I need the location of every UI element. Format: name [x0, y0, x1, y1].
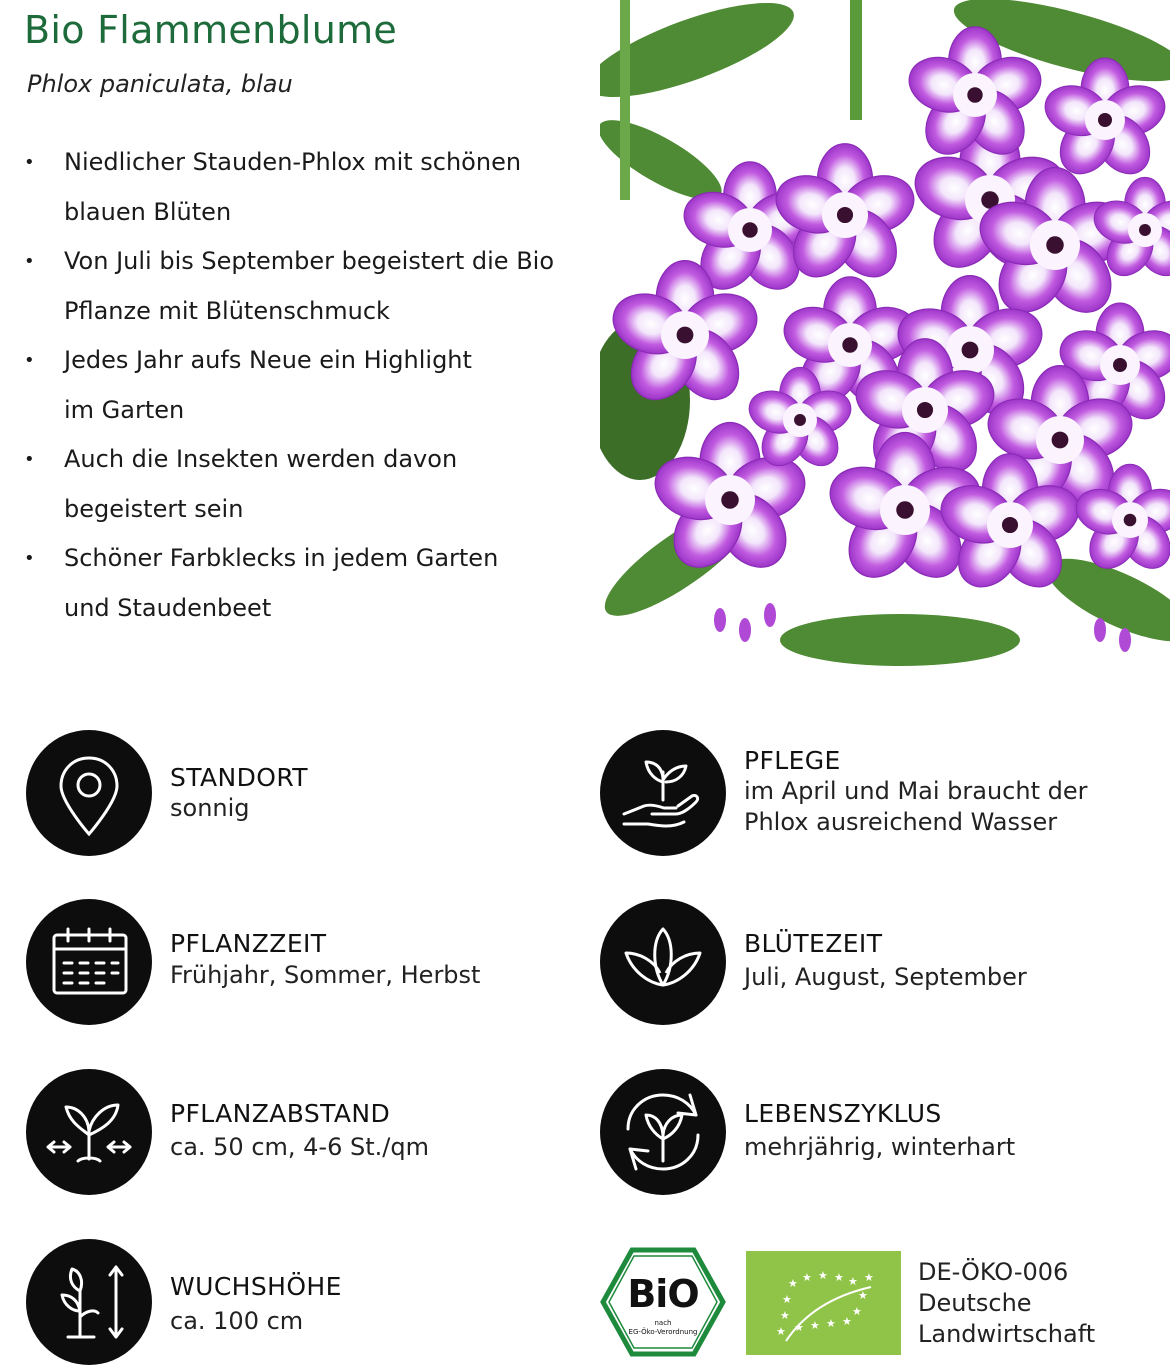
- info-value-line2: Phlox ausreichend Wasser: [744, 808, 1058, 836]
- info-label: PFLANZZEIT: [170, 929, 327, 958]
- svg-text:★: ★: [842, 1315, 852, 1328]
- hand-seedling-icon: [600, 730, 726, 856]
- svg-text:★: ★: [776, 1325, 786, 1338]
- svg-text:★: ★: [794, 1321, 804, 1334]
- svg-text:★: ★: [802, 1271, 812, 1284]
- info-value-line1: im April und Mai braucht der: [744, 777, 1088, 805]
- info-label: STANDORT: [170, 763, 308, 792]
- svg-text:★: ★: [852, 1305, 862, 1318]
- info-label: BLÜTEZEIT: [744, 929, 883, 958]
- list-item: • Von Juli bis September begeistert die Bio Pflanze mit Blütenschmuck: [24, 247, 555, 325]
- list-item: • Jedes Jahr aufs Neue ein Highlight im Garten: [24, 346, 472, 424]
- phlox-flower-photo: [600, 0, 1170, 667]
- calendar-icon: [26, 899, 152, 1025]
- info-label: PFLEGE: [744, 746, 841, 775]
- certification-line2: Deutsche: [918, 1289, 1032, 1317]
- certification-text: [918, 1257, 1095, 1350]
- product-title: Bio Flammenblume: [24, 8, 398, 52]
- svg-text:★: ★: [810, 1319, 820, 1332]
- info-label: PFLANZABSTAND: [170, 1099, 391, 1128]
- info-value: ca. 50 cm, 4-6 St./qm: [170, 1133, 429, 1161]
- info-value: sonnig: [170, 794, 250, 822]
- bio-seal-word: BiO: [627, 1272, 699, 1316]
- svg-text:★: ★: [858, 1289, 868, 1302]
- info-pflanzzeit: [26, 899, 566, 1027]
- plant-height-icon: [26, 1239, 152, 1365]
- bio-seal-small2: EG-Öko-Verordnung: [628, 1328, 698, 1336]
- info-value: Juli, August, September: [744, 963, 1027, 991]
- info-value: Frühjahr, Sommer, Herbst: [170, 961, 481, 989]
- svg-text:★: ★: [780, 1309, 790, 1322]
- bio-seal-small1: nach: [654, 1319, 672, 1327]
- bio-seal: [600, 1247, 726, 1357]
- lotus-flower-icon: [600, 899, 726, 1025]
- svg-text:★: ★: [782, 1293, 792, 1306]
- product-photo: [600, 0, 1170, 667]
- svg-text:★: ★: [848, 1275, 858, 1288]
- location-pin-icon: [26, 730, 152, 856]
- info-pflanzabstand: [26, 1069, 566, 1197]
- list-item: • Schöner Farbklecks in jedem Garten und Staudenbeet: [24, 544, 499, 622]
- info-wuchshoehe: [26, 1239, 566, 1367]
- plant-spacing-icon: [26, 1069, 152, 1195]
- botanical-name: Phlox paniculata, blau: [27, 70, 293, 98]
- svg-text:★: ★: [788, 1277, 798, 1290]
- certification-line3: Landwirtschaft: [918, 1320, 1096, 1348]
- info-lebenszyklus: [600, 1069, 1160, 1197]
- info-pflege: [600, 730, 1160, 858]
- info-value: mehrjährig, winterhart: [744, 1133, 1016, 1161]
- info-value: ca. 100 cm: [170, 1307, 304, 1335]
- info-bluetezeit: [600, 899, 1160, 1027]
- info-standort: [26, 730, 566, 858]
- list-item: • Auch die Insekten werden davon begeistert sein: [24, 445, 458, 523]
- svg-text:★: ★: [818, 1269, 828, 1282]
- list-item: • Niedlicher Stauden-Phlox mit schönen blauen Blüten: [24, 148, 522, 226]
- feature-list: [24, 138, 584, 633]
- info-label: LEBENSZYKLUS: [744, 1099, 942, 1128]
- plant-cycle-icon: [600, 1069, 726, 1195]
- eu-organic-leaf-logo: [746, 1251, 901, 1355]
- svg-text:★: ★: [864, 1271, 874, 1284]
- info-label: WUCHSHÖHE: [170, 1272, 342, 1301]
- svg-text:★: ★: [834, 1271, 844, 1284]
- certification-code: DE-ÖKO-006: [918, 1258, 1069, 1286]
- svg-text:★: ★: [826, 1317, 836, 1330]
